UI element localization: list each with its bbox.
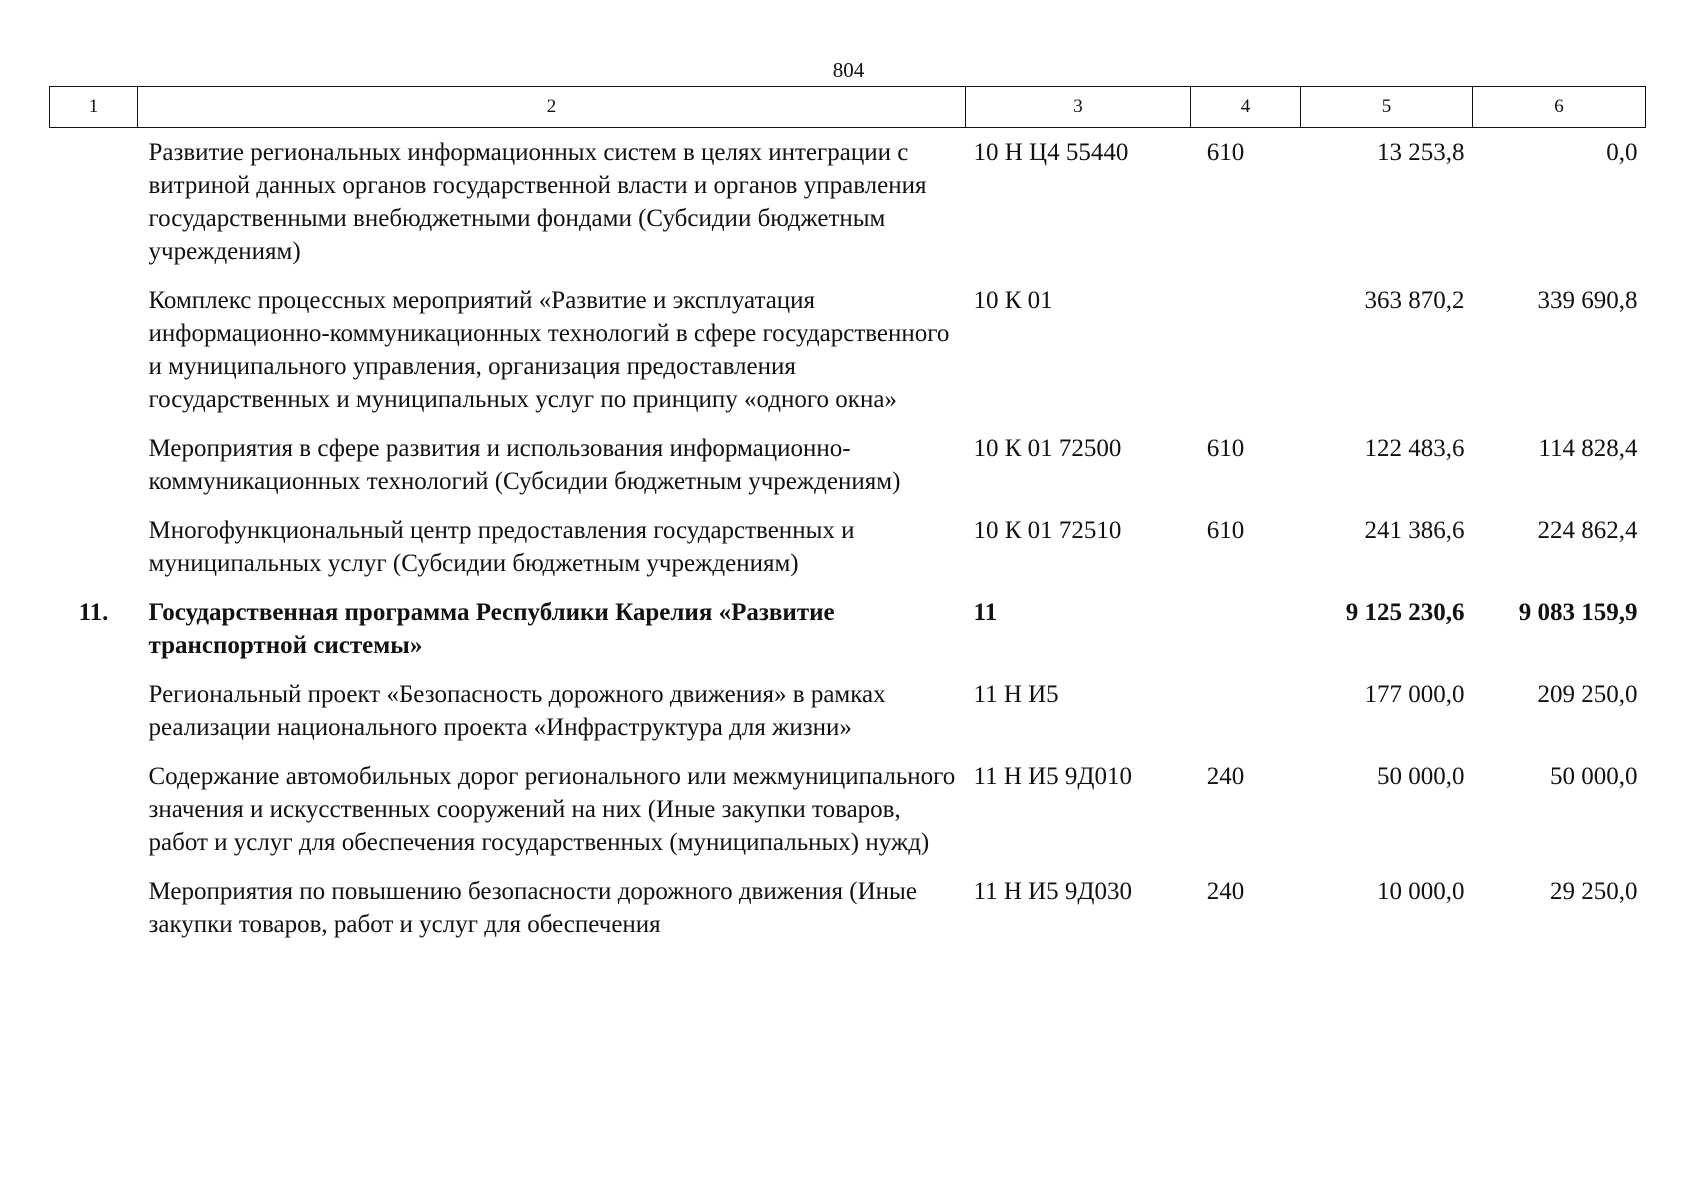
table-header-row — [50, 87, 1646, 128]
row-code: 10 Н Ц4 55440 — [973, 139, 1129, 166]
row-expense-type: 240 — [1206, 763, 1245, 790]
row-amount-col5: 50 000,0 — [1377, 763, 1465, 790]
table-row — [50, 128, 1646, 285]
row-amount-col5: 122 483,6 — [1364, 435, 1465, 462]
row-expense-type — [1191, 678, 1301, 760]
row-amount-col5: 10 000,0 — [1377, 878, 1465, 905]
row-expense-type: 240 — [1206, 878, 1245, 905]
table-row — [50, 514, 1646, 596]
row-name: Содержание автомобильных дорог регионального или межмуниципального значения и искусственных сооружений на них (Иные закупки товаров, работ и услуг для обеспечения государственных (муниципальных) нужд) — [148, 763, 956, 856]
row-amount-col6: 339 690,8 — [1537, 287, 1638, 314]
row-number: 11. — [78, 599, 109, 626]
row-name: Региональный проект «Безопасность дорожного движения» в рамках реализации национального проекта «Инфраструктура для жизни» — [148, 681, 886, 741]
row-code: 10 К 01 72500 — [973, 435, 1122, 462]
row-amount-col6: 224 862,4 — [1537, 517, 1638, 544]
row-name: Комплекс процессных мероприятий «Развитие и эксплуатация информационно-коммуникационных технологий в сфере государственного и муниципального управления, организация предоставления государственных и муниципальных услуг по принципу «одного окна» — [148, 287, 950, 413]
row-code: 11 Н И5 9Д030 — [973, 878, 1132, 905]
row-expense-type: 610 — [1206, 435, 1245, 462]
row-expense-type: 610 — [1206, 517, 1245, 544]
row-code: 11 — [973, 599, 998, 626]
row-number — [50, 875, 138, 957]
column-header-4: 4 — [1191, 87, 1301, 128]
row-code: 11 Н И5 9Д010 — [973, 763, 1132, 790]
column-header-3: 3 — [966, 87, 1191, 128]
row-number — [50, 432, 138, 514]
row-expense-type: 610 — [1206, 139, 1245, 166]
row-code: 10 К 01 72510 — [973, 517, 1122, 544]
column-header-5: 5 — [1301, 87, 1473, 128]
table-row — [50, 760, 1646, 875]
row-amount-col5: 13 253,8 — [1377, 139, 1465, 166]
column-header-6: 6 — [1473, 87, 1646, 128]
row-name: Государственная программа Республики Карелия «Развитие транспортной системы» — [148, 599, 835, 659]
row-amount-col5: 241 386,6 — [1364, 517, 1465, 544]
row-code: 10 К 01 — [973, 287, 1053, 314]
row-amount-col6: 9 083 159,9 — [1518, 599, 1638, 626]
row-name: Мероприятия в сфере развития и использования информационно-коммуникационных технологий (Субсидии бюджетным учреждениям) — [148, 435, 901, 495]
row-amount-col6: 29 250,0 — [1550, 878, 1638, 905]
row-name: Развитие региональных информационных систем в целях интеграции с витриной данных органов государственной власти и органов управления государственными внебюджетными фондами (Субсидии бюджетным учреждениям) — [148, 139, 927, 265]
budget-table — [49, 86, 1646, 957]
row-amount-col5: 177 000,0 — [1364, 681, 1465, 708]
table-row — [50, 875, 1646, 957]
table-row — [50, 432, 1646, 514]
page-number: 804 — [832, 58, 865, 82]
row-expense-type — [1191, 284, 1301, 432]
row-number — [50, 284, 138, 432]
row-amount-col5: 363 870,2 — [1364, 287, 1465, 314]
column-header-2: 2 — [138, 87, 966, 128]
row-amount-col6: 0,0 — [1606, 139, 1638, 166]
row-expense-type — [1191, 596, 1301, 678]
row-amount-col5: 9 125 230,6 — [1345, 599, 1465, 626]
row-amount-col6: 209 250,0 — [1537, 681, 1638, 708]
row-name: Многофункциональный центр предоставления государственных и муниципальных услуг (Субсидии бюджетным учреждениям) — [148, 517, 855, 577]
row-name: Мероприятия по повышению безопасности дорожного движения (Иные закупки товаров, работ и услуг для обеспечения — [148, 878, 917, 938]
column-header-1: 1 — [50, 87, 138, 128]
table-row — [50, 284, 1646, 432]
table-row-program — [50, 596, 1646, 678]
row-number — [50, 128, 138, 285]
row-amount-col6: 114 828,4 — [1538, 435, 1638, 462]
row-number — [50, 514, 138, 596]
row-number — [50, 678, 138, 760]
row-number — [50, 760, 138, 875]
row-amount-col6: 50 000,0 — [1550, 763, 1638, 790]
row-code: 11 Н И5 — [973, 681, 1059, 708]
table-row — [50, 678, 1646, 760]
